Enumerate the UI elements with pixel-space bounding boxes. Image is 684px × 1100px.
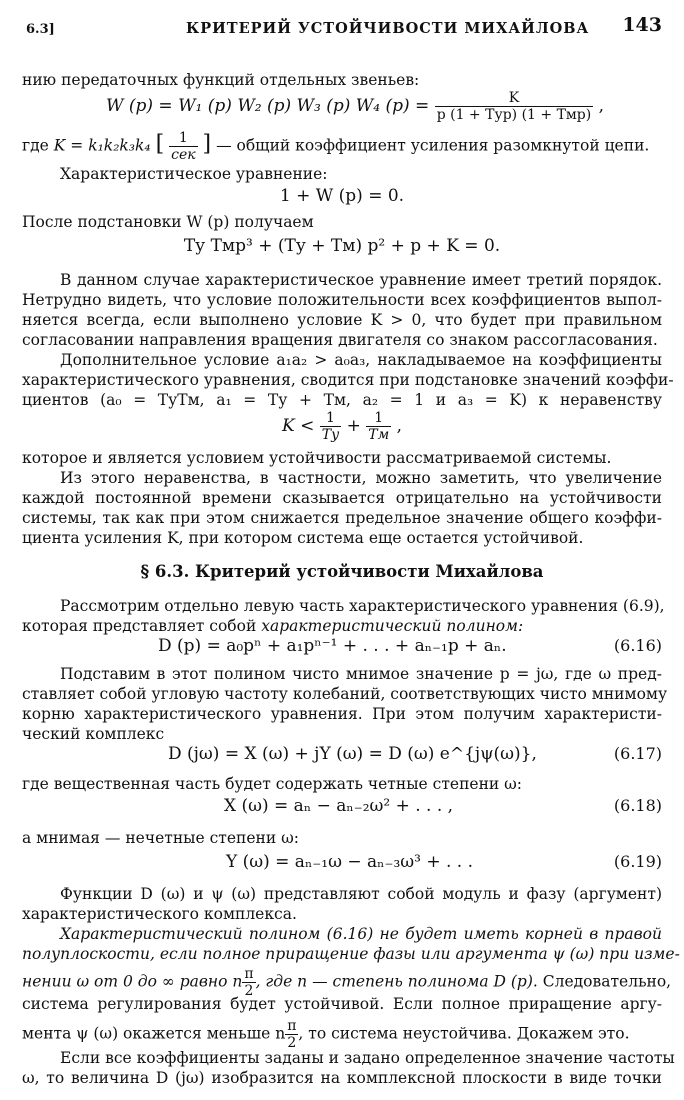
fraction-numerator: 1: [366, 410, 391, 427]
paragraph-line: В данном случае характеристическое уравнение имеет третий порядок.: [60, 271, 662, 289]
equation-lhs: W (p) = W₁ (p) W₂ (p) W₃ (p) W₄ (p) =: [106, 96, 430, 116]
equation-number: (6.16): [613, 636, 662, 655]
equation-number: (6.17): [613, 744, 662, 763]
fraction-numerator: 1: [169, 130, 198, 147]
paragraph-line: характеристического комплекса.: [22, 905, 297, 923]
fraction-pi-over-2: [285, 1018, 298, 1051]
text-fragment: мента ψ (ω) окажется меньше n: [22, 1024, 286, 1043]
section-heading: § 6.3. Критерий устойчивости Михайлова: [140, 562, 544, 581]
paragraph-line: ω, то величина D (jω) изобразится на комплексной плоскости в виде точки: [22, 1069, 662, 1087]
equation-6-18: X (ω) = aₙ − aₙ₋₂ω² + . . . ,: [224, 796, 454, 816]
paragraph-line: Рассмотрим отдельно левую часть характеристического уравнения (6.9),: [60, 597, 665, 615]
paragraph-line: системы, так как при этом снижается предельное значение общего коэффи-: [22, 509, 662, 527]
paragraph-line: согласовании направления вращения двигателя со знаком рассогласования.: [22, 331, 658, 349]
fraction: [435, 90, 594, 123]
equation-stability-inequality: [0, 410, 684, 443]
text-line: Характеристическое уравнение:: [60, 165, 328, 183]
fraction: [169, 130, 198, 163]
text-line: где вещественная часть будет содержать четные степени ω:: [22, 775, 523, 793]
text-line-k-definition: [22, 130, 662, 163]
text-line: которое и является условием устойчивости рассматриваемой системы.: [22, 449, 612, 467]
paragraph-line: Нетрудно видеть, что условие положительности всех коэффициентов выпол-: [22, 291, 662, 309]
text-fragment: — общий коэффициент усиления разомкнутой цепи.: [216, 136, 650, 155]
paragraph-line: Подставим в этот полином чисто мнимое значение p = jω, где ω пред-: [60, 665, 662, 683]
paragraph-line: корню характеристического уравнения. При этом получим характеристи-: [22, 705, 662, 723]
equation-6-19: Y (ω) = aₙ₋₁ω − aₙ₋₃ω³ + . . .: [226, 852, 474, 872]
fraction-denominator: Tу: [321, 427, 340, 443]
text-fragment: которая представляет собой: [22, 617, 257, 635]
text-italic: нении ω от 0 до ∞ равно n: [22, 972, 243, 991]
header-section-number: 6.3]: [26, 22, 55, 37]
fraction-denominator: Tм: [368, 427, 390, 443]
equation-transfer-function: [106, 90, 604, 123]
paragraph-line-mixed: [22, 1018, 662, 1051]
page-number: 143: [622, 14, 662, 36]
paragraph-line-italic: Характеристический полином (6.16) не будет иметь корней в правой: [60, 925, 662, 943]
paragraph-line: Если все коэффициенты заданы и задано определенное значение частоты: [60, 1049, 675, 1067]
equation-6-16: D (p) = a₀pⁿ + a₁pⁿ⁻¹ + . . . + aₙ₋₁p + aₙ.: [158, 636, 507, 656]
bracket-right: ]: [202, 131, 212, 157]
paragraph-line: ставляет собой угловую частоту колебаний, соответствующих чисто мнимому: [22, 685, 668, 703]
fraction-numerator: π: [287, 1018, 297, 1034]
fraction: [320, 410, 341, 443]
fraction-denominator: 2: [287, 1035, 297, 1051]
paragraph-line: Из этого неравенства, в частности, можно заметить, что увеличение: [60, 469, 662, 487]
equation-6-17: D (jω) = X (ω) + jY (ω) = D (ω) e^{jψ(ω)},: [168, 744, 537, 764]
equation-gain: K = k₁k₂k₃k₄: [53, 136, 151, 155]
text-line: нию передаточных функций отдельных звеньев:: [22, 71, 420, 89]
text-italic: характеристический полином:: [261, 617, 524, 635]
paragraph-line: [22, 616, 662, 636]
equation-plus: +: [346, 416, 361, 436]
equation-number: (6.18): [613, 796, 662, 815]
text-line: а мнимая — нечетные степени ω:: [22, 829, 299, 847]
text-fragment: , то система неустойчива. Докажем это.: [298, 1024, 630, 1043]
running-title: КРИТЕРИЙ УСТОЙЧИВОСТИ МИХАЙЛОВА: [186, 20, 590, 37]
fraction: [366, 410, 391, 443]
equation-number: (6.19): [613, 852, 662, 871]
paragraph-line-italic: полуплоскости, если полное приращение фазы или аргумента ψ (ω) при изме-: [22, 945, 680, 963]
text-line: После подстановки W (p) получаем: [22, 213, 314, 231]
bracket-left: [: [155, 131, 165, 157]
paragraph-line: циентов (a₀ = TуTм, a₁ = Tу + Tм, a₂ = 1 и a₃ = K) к неравенству: [22, 391, 662, 409]
fraction-denominator: сек: [171, 147, 196, 163]
paragraph-line: Функции D (ω) и ψ (ω) представляют собой модуль и фазу (аргумент): [60, 885, 662, 903]
equation-punct: ,: [598, 96, 605, 116]
paragraph-line: система регулирования будет устойчивой. Если полное приращение аргу-: [22, 995, 662, 1013]
fraction-numerator: π: [244, 966, 254, 982]
fraction-numerator: K: [435, 90, 594, 107]
equation-cubic: Tу Tмp³ + (Tу + Tм) p² + p + K = 0.: [183, 236, 501, 256]
fraction-denominator: 2: [244, 983, 254, 999]
equation-lhs: K <: [281, 416, 315, 436]
text-fragment: Следовательно,: [537, 972, 672, 991]
equation-punct: ,: [396, 416, 403, 436]
paragraph-line: няется всегда, если выполнено условие K > 0, что будет при правильном: [22, 311, 662, 329]
fraction-denominator: p (1 + Tуp) (1 + Tмp): [436, 107, 592, 123]
equation-characteristic: 1 + W (p) = 0.: [279, 186, 405, 206]
text-fragment: где: [22, 136, 49, 155]
text-italic: , где n — степень полинома D (p).: [255, 972, 538, 991]
paragraph-line: характеристического уравнения, сводится при подстановке значений коэффи-: [22, 371, 674, 389]
paragraph-line: каждой постоянной времени сказывается отрицательно на устойчивости: [22, 489, 662, 507]
paragraph-line: циента усиления K, при котором система еще остается устойчивой.: [22, 529, 584, 547]
paragraph-line: Дополнительное условие a₁a₂ > a₀a₃, накладываемое на коэффициенты: [60, 351, 662, 369]
fraction-numerator: 1: [320, 410, 341, 427]
paragraph-line: ческий комплекс: [22, 725, 165, 743]
